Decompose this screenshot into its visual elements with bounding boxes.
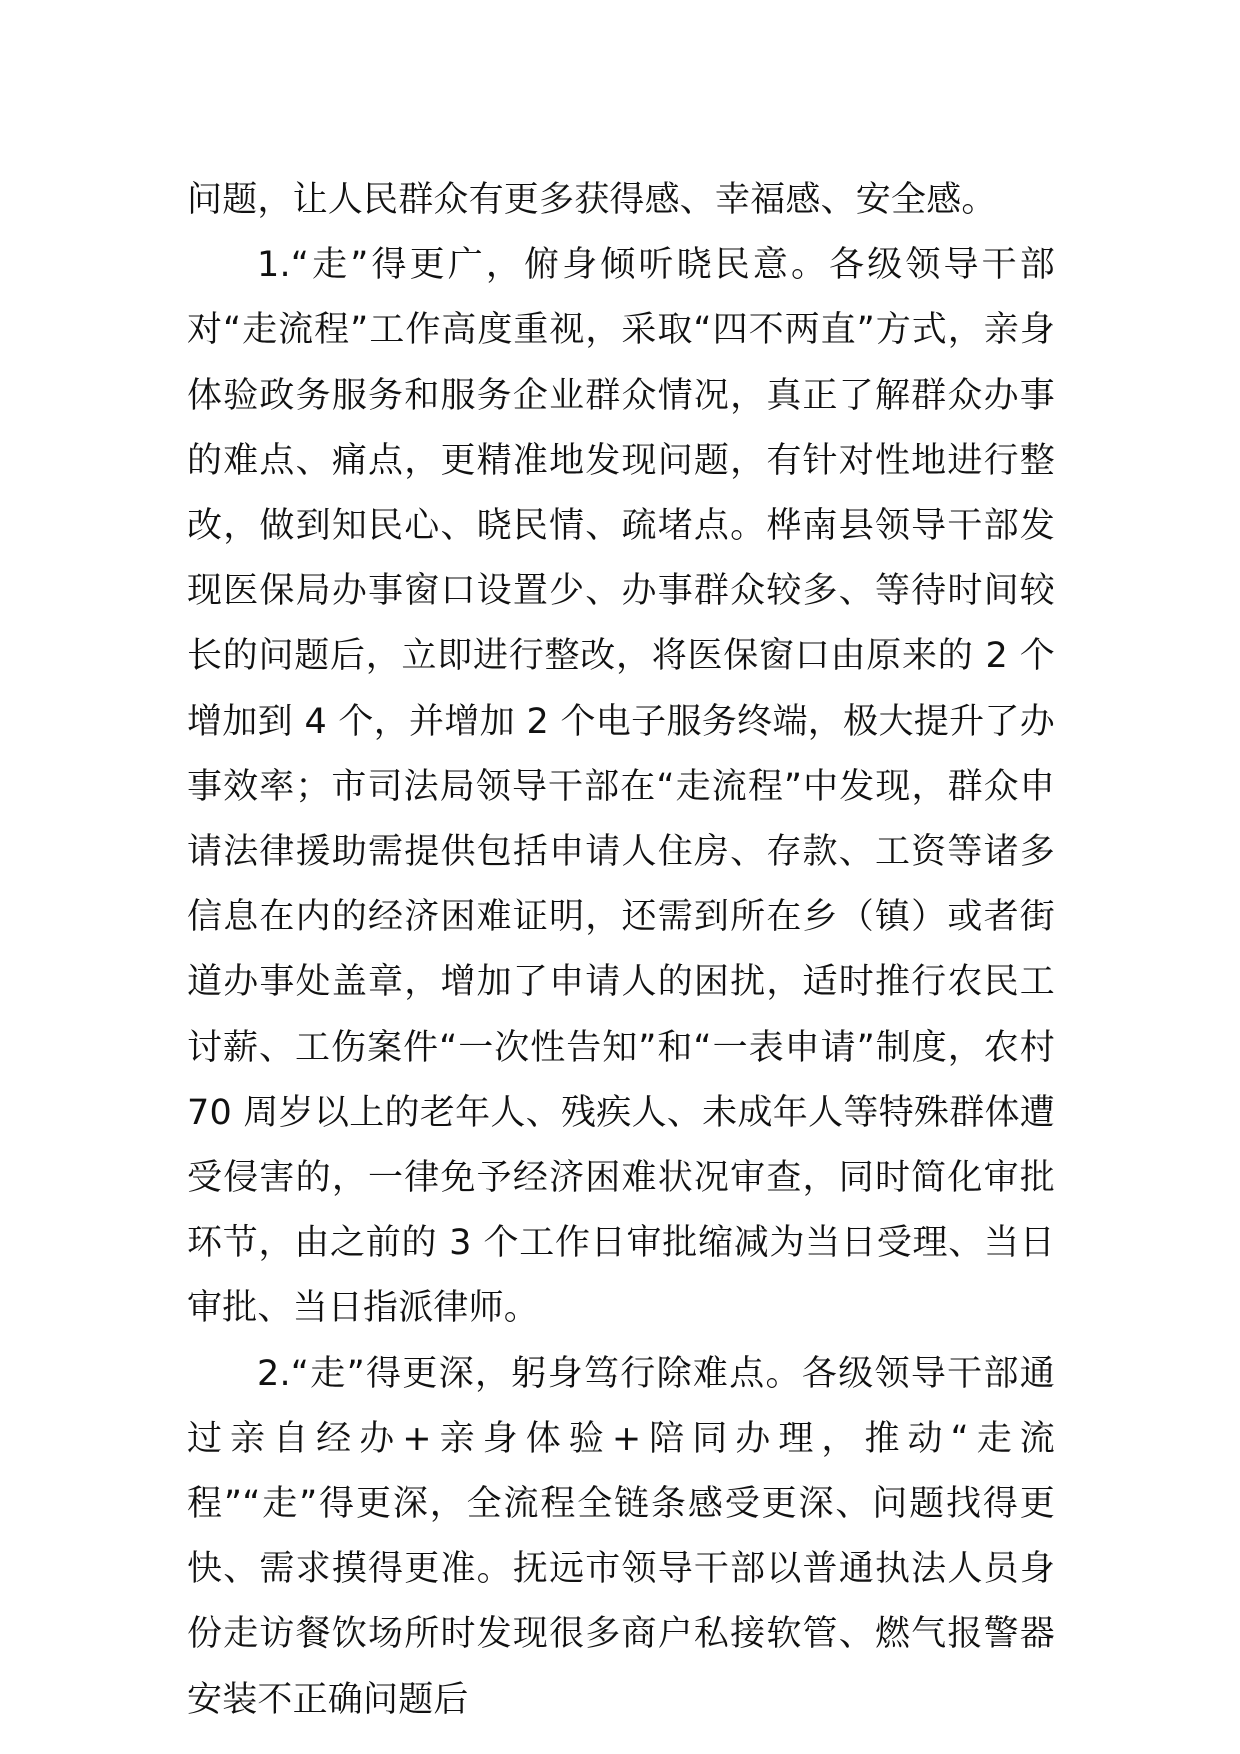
document-body <box>187 168 1055 1733</box>
paragraph-point-1: 1.“走”得更广，俯身倾听晓民意。各级领导干部对“走流程”工作高度重视，采取“四不两直”方式，亲身体验政务服务和服务企业群众情况，真正了解群众办事的难点、痛点，更精准地发现问题，有针对性地进行整改，做到知民心、晓民情、疏堵点。桦南县领导干部发现医保局办事窗口设置少、办事群众较多、等待时间较长的问题后，立即进行整改，将医保窗口由原来的 2 个增加到 4 个，并增加 2 个电子服务终端，极大提升了办事效率；市司法局领导干部在“走流程”中发现，群众申请法律援助需提供包括申请人住房、存款、工资等诸多信息在内的经济困难证明，还需到所在乡（镇）或者街道办事处盖章，增加了申请人的困扰，适时推行农民工讨薪、工伤案件“一次性告知”和“一表申请”制度，农村 70 周岁以上的老年人、残疾人、未成年人等特殊群体遭受侵害的，一律免予经济困难状况审查，同时简化审批环节，由之前的 3 个工作日审批缩减为当日受理、当日审批、当日指派律师。 <box>187 245 1055 1329</box>
paragraph-point-2: 2.“走”得更深，躬身笃行除难点。各级领导干部通过亲自经办+亲身体验+陪同办理，推动“走流程”“走”得更深，全流程全链条感受更深、问题找得更快、需求摸得更准。抚远市领导干部以普通执法人员身份走访餐饮场所时发现很多商户私接软管、燃气报警器安装不正确问题后 <box>187 1353 1055 1720</box>
paragraph-continuation: 问题，让人民群众有更多获得感、幸福感、安全感。 <box>187 180 997 220</box>
